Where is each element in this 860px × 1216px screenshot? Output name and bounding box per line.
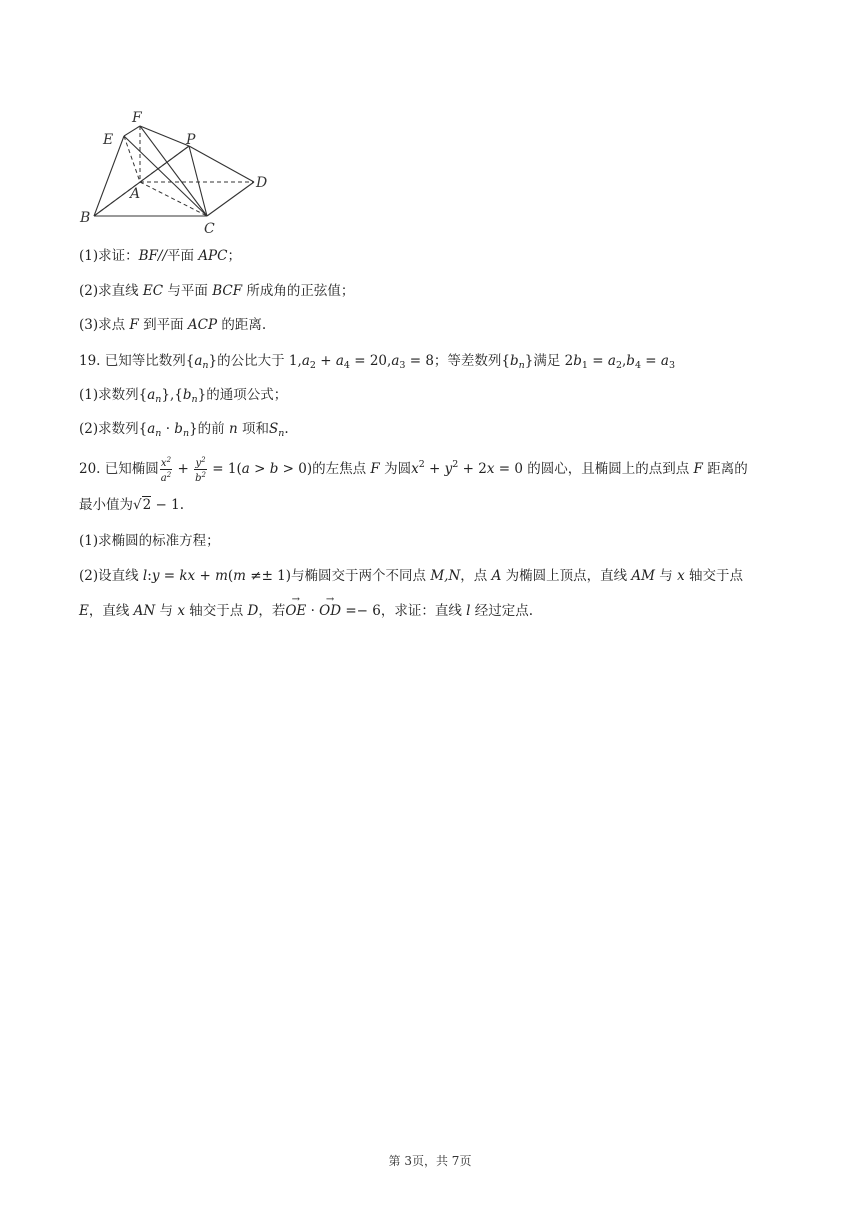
q19-part2: (2)求数列$\{a_n \cdot b_n\}$的前 n 项和$S_n$. bbox=[79, 421, 289, 439]
geometry-figure bbox=[74, 106, 284, 236]
edge-ap bbox=[140, 146, 189, 182]
label-f: F bbox=[132, 110, 142, 126]
edge-ef bbox=[124, 126, 140, 136]
q20-part1: (1)求椭圆的标准方程； bbox=[79, 533, 220, 549]
edge-be bbox=[94, 136, 124, 216]
label-e: E bbox=[103, 132, 114, 148]
q18-part1: (1)求证：BF//平面 APC； bbox=[79, 248, 241, 264]
edge-ec bbox=[124, 136, 207, 216]
q20-stem-line2: 最小值为√2 − 1. bbox=[79, 497, 184, 513]
edge-pc bbox=[189, 146, 207, 216]
page-footer: 第 3页，共 7页 bbox=[388, 1154, 472, 1168]
edge-ac bbox=[140, 182, 207, 216]
label-p: P bbox=[186, 132, 196, 148]
q18-part2: (2)求直线 EC 与平面 BCF 所成角的正弦值； bbox=[79, 283, 355, 299]
label-b: B bbox=[80, 210, 91, 226]
q19-stem: 19. 已知等比数列$\{a_n\}$的公比大于 $1,a_2 + a_4 = 20,a_3 = 8$；等差数列$\{b_n\}$满足 $2b_1 = a_2,b_4 = a_3$ bbox=[79, 353, 675, 371]
edge-dc bbox=[207, 182, 254, 216]
edge-ea bbox=[124, 136, 140, 182]
label-a: A bbox=[130, 186, 141, 202]
label-c: C bbox=[204, 221, 215, 236]
q19-part1: (1)求数列$\{a_n\},\{b_n\}$的通项公式； bbox=[79, 387, 288, 405]
q20-part2-line1: (2)设直线 l:y = kx + m(m ≠± 1)与椭圆交于两个不同点 M,N，点 A 为椭圆上顶点，直线 AM 与 x 轴交于点 bbox=[79, 568, 743, 584]
q20-stem-line1: 20. 已知椭圆 $\frac{x^2}{a^2}$ + $\frac{y^2}{b^2}$ = 1(a > b > 0)的左焦点 F 为圆$x^2 + y^2 + 2x = 0$ 的圆心，且椭圆上的点到点 F 距离的 bbox=[79, 456, 748, 484]
edge-pd bbox=[189, 146, 254, 182]
label-d: D bbox=[256, 175, 268, 191]
q18-part3: (3)求点 F 到平面 ACP 的距离. bbox=[79, 317, 267, 333]
q20-part2-line2: E，直线 AN 与 x 轴交于点 D，若→ OE · → OD =− 6，求证：直线 l 经过定点. bbox=[79, 600, 533, 622]
